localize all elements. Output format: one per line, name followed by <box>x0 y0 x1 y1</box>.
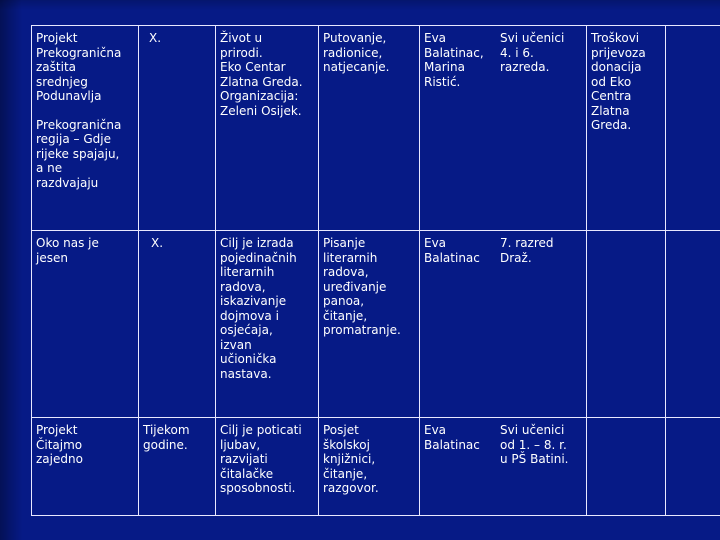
goal-cell: Cilj je poticati ljubav, razvijati čitalačke sposobnosti. <box>216 418 319 516</box>
project-subtitle: Prekogranična regija – Gdje rijeke spajaju, a ne razdvajaju <box>36 117 122 190</box>
time-cell: X. <box>139 26 216 231</box>
activities-cell: Posjet školskoj knjižnici, čitanje, razgovor. <box>319 418 420 516</box>
costs-cell: Troškovi prijevoza donacija od Eko Centra Zlatna Greda. <box>587 26 666 231</box>
participants-cell: Svi učenici od 1. – 8. r. u PŠ Batini. <box>496 418 587 516</box>
project-name: Projekt Prekogranična zaštita srednjeg Podunavlja <box>36 31 122 103</box>
extra-cell <box>666 231 720 418</box>
time-cell: X. <box>139 231 216 418</box>
goal-cell: Život u prirodi. Eko Centar Zlatna Greda. Organizacija: Zeleni Osijek. <box>216 26 319 231</box>
extra-cell <box>666 26 720 231</box>
leaders-cell: Eva Balatinac <box>420 231 497 418</box>
activities-cell: Putovanje, radionice, natjecanje. <box>319 26 420 231</box>
project-cell: Projekt Čitajmo zajedno <box>32 418 139 516</box>
activities-cell: Pisanje literarnih radova, uređivanje panoa, čitanje, promatranje. <box>319 231 420 418</box>
costs-cell <box>587 418 666 516</box>
leaders-cell: Eva Balatinac <box>420 418 497 516</box>
activities-table <box>31 25 720 516</box>
table-row <box>32 418 720 516</box>
goal-cell: Cilj je izrada pojedinačnih literarnih radova, iskazivanje dojmova i osjećaja, izvan učionička nastava. <box>216 231 319 418</box>
project-cell: Oko nas je jesen <box>32 231 139 418</box>
project-cell <box>32 26 139 231</box>
costs-cell <box>587 231 666 418</box>
time-cell: Tijekom godine. <box>139 418 216 516</box>
extra-cell <box>666 418 720 516</box>
table-row <box>32 26 720 231</box>
participants-cell: 7. razred Draž. <box>496 231 587 418</box>
leaders-cell: Eva Balatinac, Marina Ristić. <box>420 26 497 231</box>
participants-cell: Svi učenici 4. i 6. razreda. <box>496 26 587 231</box>
table-row <box>32 231 720 418</box>
